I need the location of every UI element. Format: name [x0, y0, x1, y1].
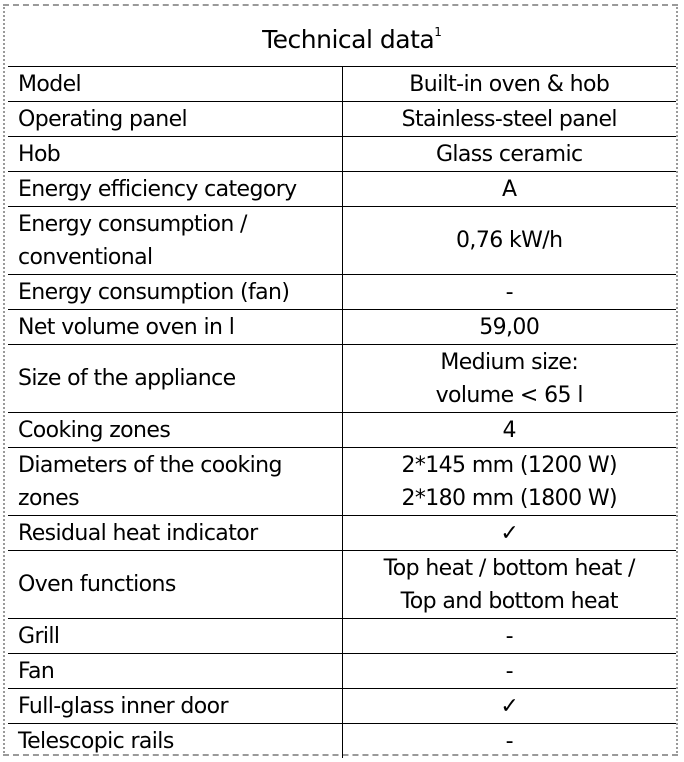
row-value — [342, 448, 676, 516]
row-value-line: Medium size: — [440, 349, 579, 375]
row-value-line: Top heat / bottom heat / — [383, 555, 635, 581]
row-value: 0,76 kW/h — [342, 207, 676, 275]
row-value: Built-in oven & hob — [342, 67, 676, 102]
row-label: Size of the appliance — [8, 345, 342, 413]
row-value: Glass ceramic — [342, 137, 676, 172]
row-value: - — [342, 275, 676, 310]
table-row-operating-panel — [8, 102, 676, 137]
row-label: Cooking zones — [8, 413, 342, 448]
row-value: 4 — [342, 413, 676, 448]
table-row-energy-consumption-conventional — [8, 207, 676, 275]
row-label-line: conventional — [18, 244, 153, 270]
row-label-line: Energy consumption / — [18, 211, 247, 237]
table-row-fan — [8, 654, 676, 689]
row-label: Net volume oven in l — [8, 310, 342, 345]
table-row-oven-functions — [8, 551, 676, 619]
table-row-cooking-zones — [8, 413, 676, 448]
row-label: Fan — [8, 654, 342, 689]
table-row-grill — [8, 619, 676, 654]
row-label: Operating panel — [8, 102, 342, 137]
row-value-line: 2*180 mm (1800 W) — [401, 485, 618, 511]
table-title — [8, 6, 676, 67]
table-row-telescopic-rails — [8, 724, 676, 759]
table-row-hob — [8, 137, 676, 172]
row-value-line: 2*145 mm (1200 W) — [401, 452, 618, 478]
table-row-cooking-zone-diameters — [8, 448, 676, 516]
row-label — [8, 207, 342, 275]
checkmark-icon: ✓ — [342, 516, 676, 551]
checkmark-icon: ✓ — [342, 689, 676, 724]
row-value: - — [505, 728, 513, 754]
row-value: 59,00 — [342, 310, 676, 345]
row-label: Full-glass inner door — [8, 689, 342, 724]
row-value — [342, 345, 676, 413]
row-label: Model — [8, 67, 342, 102]
footnote-marker: 1 — [434, 25, 442, 39]
row-label: Oven functions — [8, 551, 342, 619]
table-row-net-volume — [8, 310, 676, 345]
table-row-full-glass-door — [8, 689, 676, 724]
row-value-line: Top and bottom heat — [400, 588, 618, 614]
row-label: Diameters of the cooking zones — [8, 448, 342, 516]
row-value: Stainless-steel panel — [342, 102, 676, 137]
row-value — [342, 551, 676, 619]
table-row-residual-heat — [8, 516, 676, 551]
table-row-energy-efficiency — [8, 172, 676, 207]
row-label: Energy efficiency category — [8, 172, 342, 207]
technical-data-table — [8, 6, 676, 758]
row-value: - — [342, 654, 676, 689]
row-label: Telescopic rails — [8, 724, 342, 759]
row-label: Grill — [8, 619, 342, 654]
row-label: Hob — [8, 137, 342, 172]
table-title-row — [8, 6, 676, 67]
row-value: - — [342, 619, 676, 654]
row-label: Residual heat indicator — [8, 516, 342, 551]
row-label: Energy consumption (fan) — [8, 275, 342, 310]
row-value: A — [342, 172, 676, 207]
table-row-appliance-size — [8, 345, 676, 413]
table-row-energy-consumption-fan — [8, 275, 676, 310]
table-title-text: Technical data — [262, 25, 435, 54]
table-row-model — [8, 67, 676, 102]
row-value-line: volume < 65 l — [435, 382, 583, 408]
